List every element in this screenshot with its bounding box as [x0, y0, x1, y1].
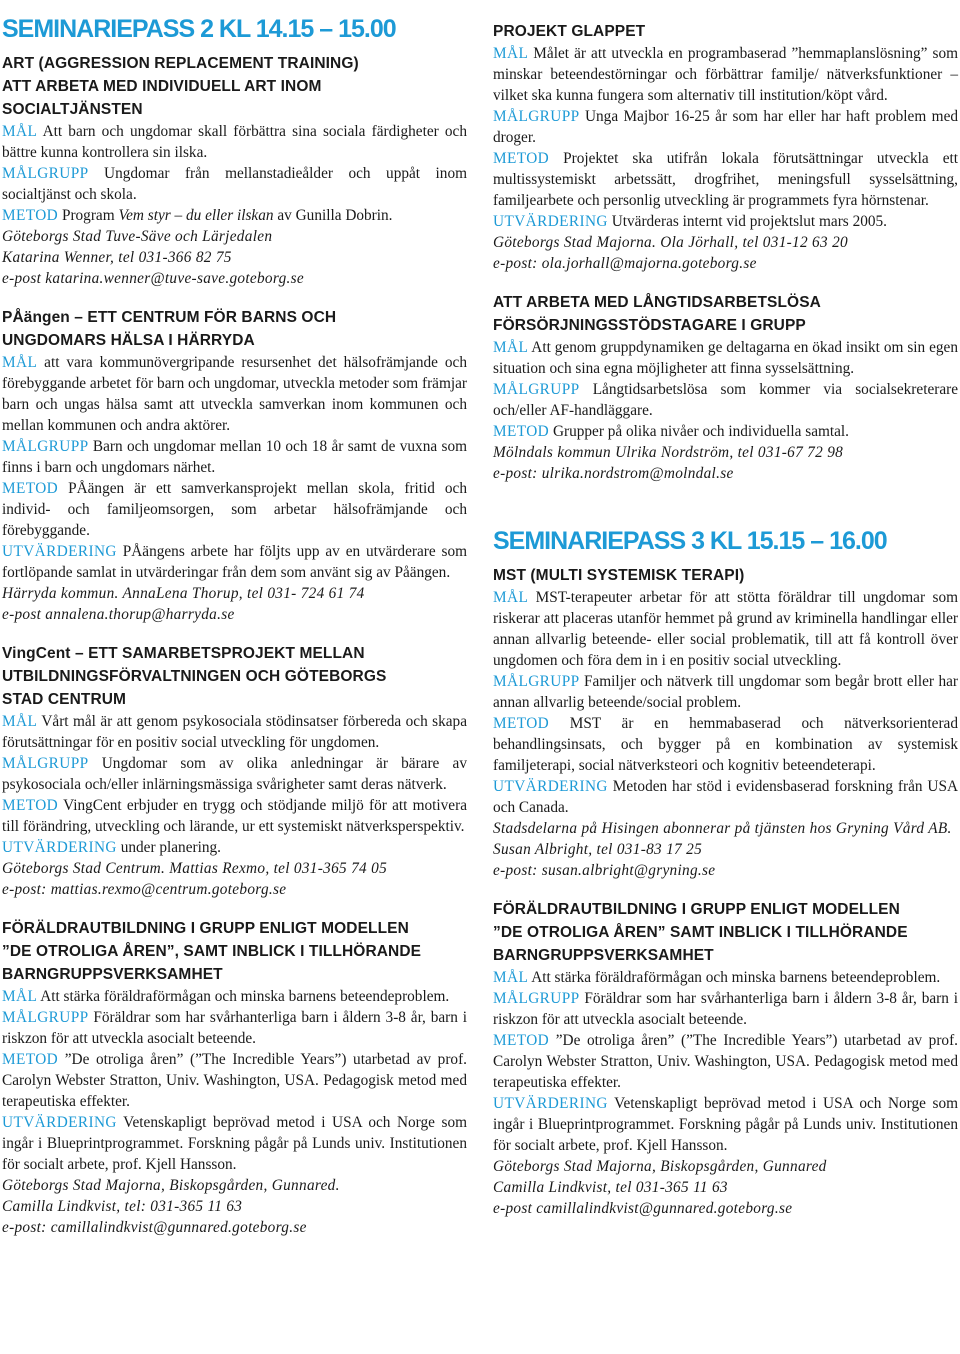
mal-paragraph: [493, 43, 958, 106]
metod-paragraph: [2, 1049, 467, 1112]
contact-email: e-post camillalindkvist@gunnared.goteborg.se: [493, 1200, 793, 1217]
malgrupp-label: MÅLGRUPP: [493, 673, 580, 690]
utvardering-text: Utvärderas internt vid projektslut mars 2005.: [611, 213, 887, 230]
mal-paragraph: [493, 967, 958, 988]
section-heading: ATT ARBETA MED INDIVIDUELL ART INOM: [2, 78, 322, 95]
mal-label: MÅL: [493, 589, 529, 606]
malgrupp-text: Ungdomar som av olika anledningar är bärare av psykosociala och/eller inlärningsmässiga svårigheter samt deras nätverk.: [2, 755, 467, 793]
malgrupp-text: Långtidsarbetslösa som kommer via socialsekreterare och/eller AF-handläggare.: [493, 381, 958, 419]
utvardering-paragraph: [2, 837, 467, 858]
mal-text: Att genom gruppdynamiken ge deltagarna en ökad insikt om sin egen situation och sina egna möjligheter att finna sysselsättning.: [493, 339, 958, 377]
utvardering-text: Metoden har stöd i evidensbaserad forskning från USA och Canada.: [493, 778, 958, 816]
metod-paragraph: [493, 421, 958, 442]
section-heading: ”DE OTROLIGA ÅREN” SAMT INBLICK I TILLHÖRANDE: [493, 924, 908, 941]
section-heading: PROJEKT GLAPPET: [493, 23, 646, 40]
contact-line: Göteborgs Stad Majorna. Ola Jörhall, tel 031-12 63 20: [493, 234, 848, 251]
metod-text: MST är en hemmabaserad och nätverksorienterad behandlingsinsats, och bygger på en kombination av systemisk familjeterapi, social nätverksteori och kognitiv beteendeterapi.: [493, 715, 958, 774]
seminar-2-heading: SEMINARIEPASS 2 KL 14.15 – 15.00: [2, 15, 396, 43]
metod-label: METOD: [493, 423, 550, 440]
section-heading: ATT ARBETA MED LÅNGTIDSARBETSLÖSA: [493, 294, 821, 311]
metod-label: METOD: [2, 1051, 59, 1068]
malgrupp-label: MÅLGRUPP: [493, 108, 580, 125]
mal-label: MÅL: [2, 988, 38, 1005]
metod-prefix: Program: [61, 207, 115, 224]
contact-email: e-post: mattias.rexmo@centrum.goteborg.se: [2, 881, 287, 898]
metod-text: VingCent erbjuder en trygg och stödjande miljö för att motivera till förändring, utveckling och lärande, ur ett systemiskt nätverksperspektiv.: [2, 797, 467, 835]
left-column: [2, 0, 467, 1238]
malgrupp-paragraph: [2, 753, 467, 795]
section-heading: FÖRÄLDRAUTBILDNING I GRUPP ENLIGT MODELLEN: [493, 901, 900, 918]
section-foraldrautbildning: [493, 898, 958, 1219]
metod-text: PÅängen är ett samverkansprojekt mellan skola, fritid och individ- och familjeomsorgen, som arbetar hälsofrämjande och förebyggande.: [2, 480, 467, 539]
contact-line: Göteborgs Stad Majorna, Biskopsgården, Gunnared.: [2, 1177, 340, 1194]
malgrupp-label: MÅLGRUPP: [493, 990, 580, 1007]
malgrupp-paragraph: [493, 988, 958, 1030]
malgrupp-text: Barn och ungdomar mellan 10 och 18 år samt de vuxna som finns i barn och ungdomars närhet.: [2, 438, 467, 476]
mal-paragraph: [2, 121, 467, 163]
section-heading: FÖRÄLDRAUTBILDNING I GRUPP ENLIGT MODELLEN: [2, 920, 409, 937]
seminar-3-heading: SEMINARIEPASS 3 KL 15.15 – 16.00: [493, 527, 887, 555]
contact-line: Camilla Lindkvist, tel: 031-365 11 63: [2, 1198, 243, 1215]
utvardering-paragraph: [493, 211, 958, 232]
right-column: [493, 20, 958, 1219]
metod-paragraph: [493, 1030, 958, 1093]
contact-email: e-post: camillalindkvist@gunnared.goteborg.se: [2, 1219, 307, 1236]
utvardering-text: Vetenskapligt beprövad metod i USA och Norge som ingår i Blueprintprogrammet. Forskning pågår på Lunds univ. Institutionen för socialt arbete, prof. Kjell Hansson.: [493, 1095, 958, 1154]
mal-label: MÅL: [2, 713, 38, 730]
contact-line: Katarina Wenner, tel 031-366 82 75: [2, 249, 232, 266]
metod-label: METOD: [493, 1032, 550, 1049]
section-vingcent: [2, 642, 467, 900]
mal-paragraph: [493, 587, 958, 671]
section-heading: UNGDOMARS HÄLSA I HÄRRYDA: [2, 332, 255, 349]
section-heading: FÖRSÖRJNINGSSTÖDSTAGARE I GRUPP: [493, 317, 806, 334]
section-heading: STAD CENTRUM: [2, 691, 127, 708]
metod-text: Grupper på olika nivåer och individuella samtal.: [552, 423, 850, 440]
section-langtidsarbetslosa: [493, 291, 958, 484]
malgrupp-label: MÅLGRUPP: [2, 438, 89, 455]
malgrupp-text: Unga Majbor 16-25 år som har eller har haft problem med droger.: [493, 108, 959, 146]
malgrupp-label: MÅLGRUPP: [2, 165, 89, 182]
section-heading: BARNGRUPPSVERKSAMHET: [493, 947, 714, 964]
metod-paragraph: [493, 713, 958, 776]
metod-suffix: av Gunilla Dobrin.: [277, 207, 393, 224]
section-heading: UTBILDNINGSFÖRVALTNINGEN OCH GÖTEBORGS: [2, 668, 387, 685]
mal-label: MÅL: [2, 354, 38, 371]
metod-program-title: Vem styr – du eller ilskan: [118, 207, 274, 224]
section-foraldrautbildning: [2, 917, 467, 1238]
malgrupp-label: MÅLGRUPP: [493, 381, 580, 398]
malgrupp-paragraph: [493, 379, 958, 421]
malgrupp-paragraph: [2, 1007, 467, 1049]
malgrupp-label: MÅLGRUPP: [2, 755, 89, 772]
section-mst: [493, 564, 958, 881]
utvardering-label: UTVÄRDERING: [493, 213, 608, 230]
utvardering-text: Vetenskapligt beprövad metod i USA och Norge som ingår i Blueprintprogrammet. Forskning pågår på Lunds univ. Institutionen för socialt arbete, prof. Kjell Hansson.: [2, 1114, 467, 1173]
mal-text: Vårt mål är att genom psykosociala stödinsatser förbereda och skapa förutsättningar för en positiv social utveckling för ungdomen.: [2, 713, 467, 751]
mal-text: Att stärka föräldraförmågan och minska barnens beteendeproblem.: [40, 988, 450, 1005]
contact-email: e-post annalena.thorup@harryda.se: [2, 606, 235, 623]
metod-paragraph: [2, 795, 467, 837]
metod-label: METOD: [2, 207, 59, 224]
contact-email: e-post: ulrika.nordstrom@molndal.se: [493, 465, 734, 482]
section-projekt-glappet: [493, 20, 958, 274]
mal-text: Att stärka föräldraförmågan och minska barnens beteendeproblem.: [531, 969, 941, 986]
contact-line: Härryda kommun. AnnaLena Thorup, tel 031- 724 61 74: [2, 585, 365, 602]
metod-text: ”De otroliga åren” (”The Incredible Years”) utarbetad av prof. Carolyn Webster Stratton, Univ. Washington, USA. Pedagogisk metod med terapeutiska effekter.: [2, 1051, 467, 1110]
utvardering-text: PÅängens arbete har följts upp av en utvärderare som fortlöpande samlat in utvärderingar från dem som använt sig av Påängen.: [2, 543, 468, 581]
contact-email: e-post katarina.wenner@tuve-save.goteborg.se: [2, 270, 304, 287]
metod-label: METOD: [493, 150, 550, 167]
utvardering-label: UTVÄRDERING: [2, 543, 117, 560]
metod-text: ”De otroliga åren” (”The Incredible Years”) utarbetad av prof. Carolyn Webster Stratton, Univ. Washington, USA. Pedagogisk metod med terapeutiska effekter.: [493, 1032, 958, 1091]
metod-label: METOD: [2, 480, 59, 497]
mal-text: Målet är att utveckla en programbaserad ”hemmaplanslösning” som minskar beteendestörningar och förbättrar familje/ nätverksfunktioner – vilket ska kunna fungera som alternativ till institution/köpt vård.: [493, 45, 958, 104]
mal-text: MST-terapeuter arbetar för att stötta föräldrar till ungdomar som riskerar att placeras utanför hemmet på grund av kriminella handlingar eller annan allvarlig beteende- eller social problematik, till att få kontroll över ungdomen och föra dem in i en positiv social utveckling.: [493, 589, 958, 669]
contact-line: Stadsdelarna på Hisingen abonnerar på tjänsten hos Gryning Vård AB. Susan Albright, tel 031-83 17 25: [493, 820, 952, 858]
utvardering-paragraph: [2, 541, 467, 583]
utvardering-label: UTVÄRDERING: [493, 778, 608, 795]
mal-label: MÅL: [2, 123, 38, 140]
section-heading: BARNGRUPPSVERKSAMHET: [2, 966, 223, 983]
malgrupp-text: Föräldrar som har svårhanterliga barn i åldern 3-8 år, barn i riskzon för att utveckla asocialt beteende.: [2, 1009, 468, 1047]
utvardering-label: UTVÄRDERING: [2, 1114, 117, 1131]
malgrupp-text: Ungdomar från mellanstadieålder och uppåt inom socialtjänst och skola.: [2, 165, 467, 203]
contact-line: Camilla Lindkvist, tel 031-365 11 63: [493, 1179, 728, 1196]
metod-paragraph: [2, 478, 467, 541]
section-heading: ART (AGGRESSION REPLACEMENT TRAINING): [2, 55, 359, 72]
malgrupp-paragraph: [2, 436, 467, 478]
metod-label: METOD: [493, 715, 550, 732]
contact-line: Mölndals kommun Ulrika Nordström, tel 031-67 72 98: [493, 444, 844, 461]
mal-label: MÅL: [493, 45, 529, 62]
contact-email: e-post: ola.jorhall@majorna.goteborg.se: [493, 255, 757, 272]
section-heading: VingCent – ETT SAMARBETSPROJEKT MELLAN: [2, 645, 365, 662]
malgrupp-paragraph: [493, 671, 958, 713]
contact-line: Göteborgs Stad Majorna, Biskopsgården, Gunnared: [493, 1158, 827, 1175]
mal-paragraph: [2, 711, 467, 753]
utvardering-paragraph: [493, 776, 958, 818]
section-heading: SOCIALTJÄNSTEN: [2, 101, 143, 118]
utvardering-paragraph: [2, 1112, 467, 1175]
section-art: [2, 52, 467, 289]
mal-label: MÅL: [493, 339, 529, 356]
utvardering-label: UTVÄRDERING: [2, 839, 117, 856]
malgrupp-label: MÅLGRUPP: [2, 1009, 89, 1026]
mal-paragraph: [2, 986, 467, 1007]
contact-line: Göteborgs Stad Tuve-Säve och Lärjedalen: [2, 228, 273, 245]
contact-line: Göteborgs Stad Centrum. Mattias Rexmo, tel 031-365 74 05: [2, 860, 388, 877]
contact-email: e-post: susan.albright@gryning.se: [493, 862, 716, 879]
mal-label: MÅL: [493, 969, 529, 986]
malgrupp-text: Familjer och nätverk till ungdomar som begår brott eller har annan allvarlig beteende/social problem.: [493, 673, 958, 711]
metod-paragraph: [2, 205, 467, 226]
metod-text: Projektet ska utifrån lokala förutsättningar utveckla ett multissystemiskt arbetssätt, drogfrihet, meningsfull sysselsättning, familjearbete och personlig utveckling är programmets fyra hörnstenar.: [493, 150, 958, 209]
mal-text: Att barn och ungdomar skall förbättra sina sociala färdigheter och bättre kunna kontrollera sin ilska.: [2, 123, 467, 161]
mal-paragraph: [2, 352, 467, 436]
utvardering-text: under planering.: [120, 839, 221, 856]
section-heading: PÅängen – ETT CENTRUM FÖR BARNS OCH: [2, 309, 337, 326]
malgrupp-text: Föräldrar som har svårhanterliga barn i åldern 3-8 år, barn i riskzon för att utveckla asocialt beteende.: [493, 990, 959, 1028]
section-heading: MST (MULTI SYSTEMISK TERAPI): [493, 567, 745, 584]
section-paangen: [2, 306, 467, 625]
utvardering-label: UTVÄRDERING: [493, 1095, 608, 1112]
mal-paragraph: [493, 337, 958, 379]
metod-paragraph: [493, 148, 958, 211]
utvardering-paragraph: [493, 1093, 958, 1156]
mal-text: att vara kommunövergripande resursenhet det hälsofrämjande och förebyggande arbetet för barn och ungdomar, utveckla metoder som främjar barn och ungas hälsa samt att utveckla samverkan inom kommunen och mellan kommunen och andra aktörer.: [2, 354, 467, 434]
malgrupp-paragraph: [493, 106, 958, 148]
metod-label: METOD: [2, 797, 59, 814]
section-heading: ”DE OTROLIGA ÅREN”, SAMT INBLICK I TILLHÖRANDE: [2, 943, 422, 960]
malgrupp-paragraph: [2, 163, 467, 205]
